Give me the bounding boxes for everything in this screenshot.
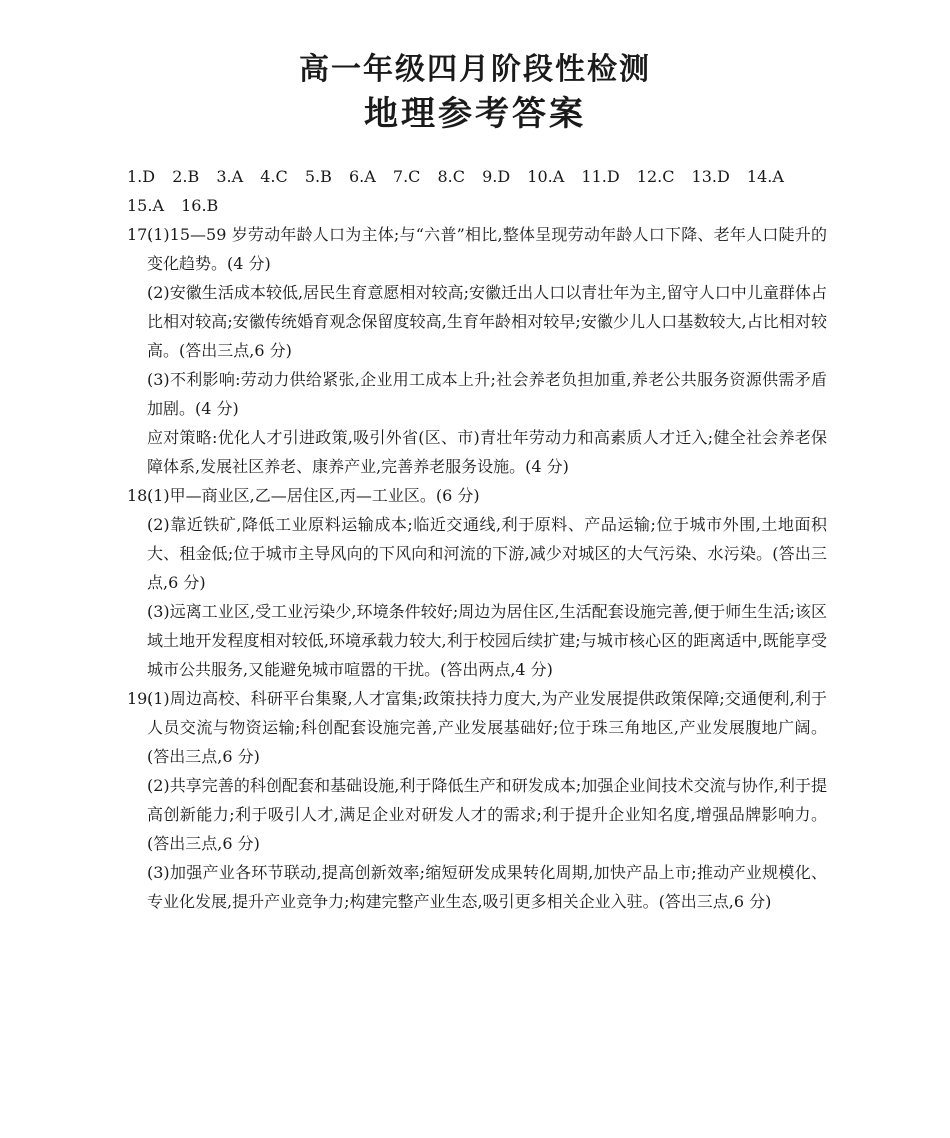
mc-answer: 7.C [392,167,421,186]
answer-part-1: (1)周边高校、科研平台集聚,人才富集;政策扶持力度大,为产业发展提供政策保障;交通便利,利于人员交流与物资运输;科创配套设施完善,产业发展基础好;位于珠三角地区,产业发展腹地广阔。(答出三点,6 分) [147,689,827,766]
mc-answer: 6.A [348,167,376,186]
question-number: 19. [127,689,153,708]
page-title: 高一年级四月阶段性检测 [299,52,651,87]
question-number: 17. [127,225,153,244]
answer-part-3-strategy: 应对策略:优化人才引进政策,吸引外省(区、市)青壮年劳动力和高素质人才迁入;健全社会养老保障体系,发展社区养老、康养产业,完善养老服务设施。(4 分) [147,428,827,476]
mc-answer: 14.A [746,167,784,186]
mc-answer: 3.A [216,167,244,186]
mc-answer: 10.A [527,167,565,186]
mc-answer: 9.D [482,167,511,186]
mc-answer: 8.C [437,167,466,186]
mc-answer: 4.C [260,167,288,186]
question-17 [127,220,827,481]
answer-part-1: (1)甲—商业区,乙—居住区,丙—工业区。(6 分) [147,486,480,505]
answer-content [127,162,827,916]
answer-part-3: (3)加强产业各环节联动,提高创新效率;缩短研发成果转化周期,加快产品上市;推动产业规模化、专业化发展,提升产业竞争力;构建完整产业生态,吸引更多相关企业入驻。(答出三点,6 分) [147,863,827,911]
answer-part-2: (2)共享完善的科创配套和基础设施,利于降低生产和研发成本;加强企业间技术交流与协作,利于提高创新能力;利于吸引人才,满足企业对研发人才的需求;利于提升企业知名度,增强品牌影响力。(答出三点,6 分) [147,776,827,853]
mc-answer: 15.A [127,196,164,215]
mc-answer: 11.D [581,167,620,186]
answer-part-3: (3)不利影响:劳动力供给紧张,企业用工成本上升;社会养老负担加重,养老公共服务资源供需矛盾加剧。(4 分) [147,370,827,418]
answer-part-3: (3)远离工业区,受工业污染少,环境条件较好;周边为居住区,生活配套设施完善,便于师生生活;该区域土地开发程度相对较低,环境承载力较大,利于校园后续扩建;与城市核心区的距离适中,既能享受城市公共服务,又能避免城市喧嚣的干扰。(答出两点,4 分) [147,602,827,679]
mc-answer: 13.D [691,167,730,186]
answer-part-2: (2)安徽生活成本较低,居民生育意愿相对较高;安徽迁出人口以青壮年为主,留守人口中儿童群体占比相对较高;安徽传统婚育观念保留度较高,生育年龄相对较早;安徽少儿人口基数较大,占比相对较高。(答出三点,6 分) [147,283,827,360]
mc-answer: 16.B [181,196,219,215]
question-number: 18. [127,486,153,505]
mc-answer: 12.C [636,167,675,186]
page-subtitle: 地理参考答案 [364,94,586,134]
question-18 [127,481,827,684]
mc-answer: 5.B [304,167,332,186]
question-19 [127,684,827,916]
answer-part-1: (1)15—59 岁劳动年龄人口为主体;与“六普”相比,整体呈现劳动年龄人口下降、老年人口陡升的变化趋势。(4 分) [147,225,827,273]
multiple-choice-answers-line-2 [127,191,827,220]
answer-part-2: (2)靠近铁矿,降低工业原料运输成本;临近交通线,利于原料、产品运输;位于城市外围,土地面积大、租金低;位于城市主导风向的下风向和河流的下游,减少对城区的大气污染、水污染。(答出三点,6 分) [147,515,827,592]
mc-answer: 1.D [127,167,156,186]
multiple-choice-answers-line-1 [127,162,827,191]
mc-answer: 2.B [172,167,200,186]
